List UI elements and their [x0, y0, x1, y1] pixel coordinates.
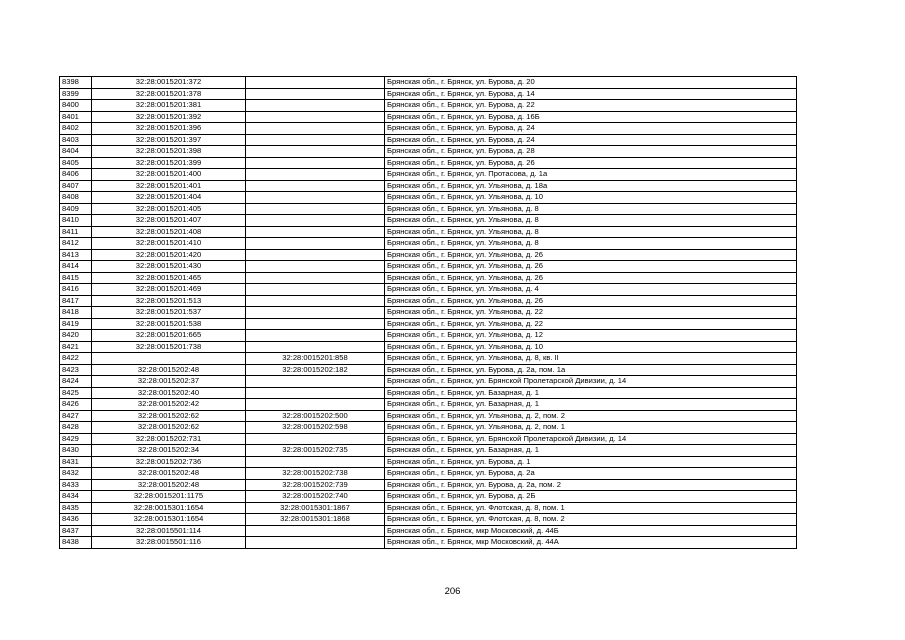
object-cadastral-number-cell [246, 77, 385, 89]
object-cadastral-number-cell [246, 88, 385, 100]
table-row [60, 169, 797, 181]
table-row [60, 479, 797, 491]
table-row [60, 364, 797, 376]
table-row [60, 77, 797, 89]
cadastral-number-cell: 32:28:0015202:736 [92, 456, 246, 468]
row-number-cell: 8398 [60, 77, 92, 89]
table-row [60, 203, 797, 215]
table-row [60, 445, 797, 457]
object-cadastral-number-cell: 32:28:0015301:1868 [246, 514, 385, 526]
object-cadastral-number-cell: 32:28:0015202:740 [246, 491, 385, 503]
table-row [60, 180, 797, 192]
table-row [60, 226, 797, 238]
cadastral-number-cell: 32:28:0015201:469 [92, 284, 246, 296]
address-cell: Брянская обл., г. Брянск, ул. Ульянова, д. 12 [385, 330, 797, 342]
address-cell: Брянская обл., г. Брянск, ул. Ульянова, д. 8 [385, 238, 797, 250]
cadastral-number-cell: 32:28:0015201:738 [92, 341, 246, 353]
cadastral-number-cell: 32:28:0015202:48 [92, 364, 246, 376]
cadastral-number-cell: 32:28:0015301:1654 [92, 514, 246, 526]
object-cadastral-number-cell: 32:28:0015202:500 [246, 410, 385, 422]
object-cadastral-number-cell [246, 272, 385, 284]
address-cell: Брянская обл., г. Брянск, ул. Бурова, д. 28 [385, 146, 797, 158]
cadastral-number-cell: 32:28:0015301:1654 [92, 502, 246, 514]
row-number-cell: 8430 [60, 445, 92, 457]
cadastral-number-cell: 32:28:0015201:392 [92, 111, 246, 123]
cadastral-number-cell: 32:28:0015201:404 [92, 192, 246, 204]
object-cadastral-number-cell [246, 307, 385, 319]
table-row [60, 353, 797, 365]
address-cell: Брянская обл., г. Брянск, ул. Флотская, д. 8, пом. 1 [385, 502, 797, 514]
table-row [60, 307, 797, 319]
address-cell: Брянская обл., г. Брянск, ул. Ульянова, д. 8 [385, 226, 797, 238]
table-row [60, 491, 797, 503]
row-number-cell: 8399 [60, 88, 92, 100]
row-number-cell: 8418 [60, 307, 92, 319]
table-row [60, 295, 797, 307]
cadastral-number-cell: 32:28:0015202:731 [92, 433, 246, 445]
cadastral-number-cell: 32:28:0015202:37 [92, 376, 246, 388]
row-number-cell: 8423 [60, 364, 92, 376]
cadastral-number-cell: 32:28:0015201:420 [92, 249, 246, 261]
cadastral-number-cell: 32:28:0015201:400 [92, 169, 246, 181]
table-row [60, 249, 797, 261]
row-number-cell: 8435 [60, 502, 92, 514]
cadastral-number-cell: 32:28:0015201:397 [92, 134, 246, 146]
cadastral-number-cell: 32:28:0015201:378 [92, 88, 246, 100]
address-cell: Брянская обл., г. Брянск, мкр Московский, д. 44А [385, 537, 797, 549]
table-row [60, 502, 797, 514]
address-cell: Брянская обл., г. Брянск, ул. Ульянова, д. 22 [385, 318, 797, 330]
address-cell: Брянская обл., г. Брянск, ул. Бурова, д. 2а [385, 468, 797, 480]
table-row [60, 456, 797, 468]
object-cadastral-number-cell [246, 387, 385, 399]
object-cadastral-number-cell: 32:28:0015202:598 [246, 422, 385, 434]
row-number-cell: 8400 [60, 100, 92, 112]
object-cadastral-number-cell [246, 215, 385, 227]
row-number-cell: 8413 [60, 249, 92, 261]
cadastral-number-cell: 32:28:0015201:381 [92, 100, 246, 112]
row-number-cell: 8405 [60, 157, 92, 169]
cadastral-number-cell: 32:28:0015201:665 [92, 330, 246, 342]
object-cadastral-number-cell [246, 376, 385, 388]
cadastral-number-cell: 32:28:0015501:116 [92, 537, 246, 549]
cadastral-number-cell: 32:28:0015201:401 [92, 180, 246, 192]
table-row [60, 284, 797, 296]
cadastral-number-cell: 32:28:0015201:410 [92, 238, 246, 250]
address-cell: Брянская обл., г. Брянск, ул. Ульянова, д. 26 [385, 261, 797, 273]
address-cell: Брянская обл., г. Брянск, ул. Флотская, д. 8, пом. 2 [385, 514, 797, 526]
address-cell: Брянская обл., г. Брянск, ул. Бурова, д. 22 [385, 100, 797, 112]
cadastral-number-cell: 32:28:0015201:513 [92, 295, 246, 307]
object-cadastral-number-cell [246, 330, 385, 342]
table-row [60, 192, 797, 204]
table-row [60, 157, 797, 169]
table-row [60, 88, 797, 100]
address-cell: Брянская обл., г. Брянск, ул. Бурова, д. 14 [385, 88, 797, 100]
address-cell: Брянская обл., г. Брянск, ул. Бурова, д. 16Б [385, 111, 797, 123]
address-cell: Брянская обл., г. Брянск, ул. Базарная, д. 1 [385, 445, 797, 457]
object-cadastral-number-cell [246, 226, 385, 238]
object-cadastral-number-cell [246, 399, 385, 411]
cadastral-number-cell: 32:28:0015202:42 [92, 399, 246, 411]
address-cell: Брянская обл., г. Брянск, ул. Ульянова, д. 18а [385, 180, 797, 192]
cadastral-number-cell: 32:28:0015201:1175 [92, 491, 246, 503]
table-row [60, 387, 797, 399]
object-cadastral-number-cell [246, 525, 385, 537]
address-cell: Брянская обл., г. Брянск, ул. Ульянова, д. 22 [385, 307, 797, 319]
object-cadastral-number-cell [246, 203, 385, 215]
object-cadastral-number-cell [246, 341, 385, 353]
row-number-cell: 8431 [60, 456, 92, 468]
cadastral-number-cell: 32:28:0015201:399 [92, 157, 246, 169]
object-cadastral-number-cell: 32:28:0015202:182 [246, 364, 385, 376]
cadastral-number-cell [92, 353, 246, 365]
table-row [60, 376, 797, 388]
table-row [60, 123, 797, 135]
row-number-cell: 8426 [60, 399, 92, 411]
address-cell: Брянская обл., г. Брянск, ул. Брянской Пролетарской Дивизии, д. 14 [385, 376, 797, 388]
table-row [60, 537, 797, 549]
page-number: 206 [444, 586, 461, 597]
cadastral-number-cell: 32:28:0015202:62 [92, 422, 246, 434]
cadastral-number-cell: 32:28:0015201:538 [92, 318, 246, 330]
row-number-cell: 8411 [60, 226, 92, 238]
address-cell: Брянская обл., г. Брянск, ул. Базарная, д. 1 [385, 387, 797, 399]
row-number-cell: 8437 [60, 525, 92, 537]
object-cadastral-number-cell [246, 169, 385, 181]
cadastral-number-cell: 32:28:0015201:372 [92, 77, 246, 89]
cadastral-number-cell: 32:28:0015202:48 [92, 479, 246, 491]
cadastral-number-cell: 32:28:0015201:537 [92, 307, 246, 319]
row-number-cell: 8417 [60, 295, 92, 307]
address-cell: Брянская обл., г. Брянск, ул. Ульянова, д. 4 [385, 284, 797, 296]
row-number-cell: 8422 [60, 353, 92, 365]
object-cadastral-number-cell [246, 146, 385, 158]
table-row [60, 399, 797, 411]
address-cell: Брянская обл., г. Брянск, ул. Ульянова, д. 2, пом. 1 [385, 422, 797, 434]
row-number-cell: 8438 [60, 537, 92, 549]
cadastral-number-cell: 32:28:0015201:430 [92, 261, 246, 273]
object-cadastral-number-cell [246, 261, 385, 273]
row-number-cell: 8432 [60, 468, 92, 480]
object-cadastral-number-cell: 32:28:0015202:738 [246, 468, 385, 480]
table-row [60, 215, 797, 227]
row-number-cell: 8420 [60, 330, 92, 342]
cadastral-number-cell: 32:28:0015501:114 [92, 525, 246, 537]
row-number-cell: 8412 [60, 238, 92, 250]
row-number-cell: 8403 [60, 134, 92, 146]
row-number-cell: 8408 [60, 192, 92, 204]
address-cell: Брянская обл., г. Брянск, ул. Ульянова, д. 8, кв. II [385, 353, 797, 365]
row-number-cell: 8433 [60, 479, 92, 491]
object-cadastral-number-cell [246, 180, 385, 192]
cadastral-number-cell: 32:28:0015202:34 [92, 445, 246, 457]
cadastral-number-cell: 32:28:0015202:40 [92, 387, 246, 399]
object-cadastral-number-cell [246, 295, 385, 307]
table-row [60, 100, 797, 112]
address-cell: Брянская обл., г. Брянск, ул. Бурова, д. 2а, пом. 1а [385, 364, 797, 376]
cadastral-number-cell: 32:28:0015201:408 [92, 226, 246, 238]
row-number-cell: 8425 [60, 387, 92, 399]
table-row [60, 111, 797, 123]
row-number-cell: 8419 [60, 318, 92, 330]
row-number-cell: 8406 [60, 169, 92, 181]
row-number-cell: 8414 [60, 261, 92, 273]
row-number-cell: 8416 [60, 284, 92, 296]
row-number-cell: 8429 [60, 433, 92, 445]
row-number-cell: 8401 [60, 111, 92, 123]
object-cadastral-number-cell [246, 134, 385, 146]
object-cadastral-number-cell [246, 537, 385, 549]
object-cadastral-number-cell [246, 123, 385, 135]
object-cadastral-number-cell [246, 238, 385, 250]
row-number-cell: 8404 [60, 146, 92, 158]
object-cadastral-number-cell [246, 111, 385, 123]
table-row [60, 433, 797, 445]
object-cadastral-number-cell [246, 192, 385, 204]
address-cell: Брянская обл., г. Брянск, ул. Ульянова, д. 26 [385, 295, 797, 307]
table-row [60, 410, 797, 422]
row-number-cell: 8410 [60, 215, 92, 227]
table-row [60, 330, 797, 342]
object-cadastral-number-cell [246, 284, 385, 296]
object-cadastral-number-cell [246, 456, 385, 468]
row-number-cell: 8407 [60, 180, 92, 192]
object-cadastral-number-cell [246, 100, 385, 112]
row-number-cell: 8424 [60, 376, 92, 388]
address-cell: Брянская обл., г. Брянск, мкр Московский, д. 44Б [385, 525, 797, 537]
cadastral-number-cell: 32:28:0015202:48 [92, 468, 246, 480]
row-number-cell: 8421 [60, 341, 92, 353]
table-row [60, 261, 797, 273]
address-cell: Брянская обл., г. Брянск, ул. Брянской Пролетарской Дивизии, д. 14 [385, 433, 797, 445]
object-cadastral-number-cell [246, 157, 385, 169]
table-row [60, 318, 797, 330]
cadastral-number-cell: 32:28:0015201:405 [92, 203, 246, 215]
address-cell: Брянская обл., г. Брянск, ул. Бурова, д. 26 [385, 157, 797, 169]
table-row [60, 422, 797, 434]
cadastral-number-cell: 32:28:0015201:407 [92, 215, 246, 227]
address-cell: Брянская обл., г. Брянск, ул. Базарная, д. 1 [385, 399, 797, 411]
object-cadastral-number-cell: 32:28:0015202:735 [246, 445, 385, 457]
table-row [60, 525, 797, 537]
cadastral-number-cell: 32:28:0015201:398 [92, 146, 246, 158]
address-cell: Брянская обл., г. Брянск, ул. Ульянова, д. 8 [385, 215, 797, 227]
object-cadastral-number-cell: 32:28:0015201:858 [246, 353, 385, 365]
address-cell: Брянская обл., г. Брянск, ул. Бурова, д. 24 [385, 134, 797, 146]
address-cell: Брянская обл., г. Брянск, ул. Ульянова, д. 26 [385, 249, 797, 261]
address-cell: Брянская обл., г. Брянск, ул. Протасова, д. 1а [385, 169, 797, 181]
registry-table [59, 76, 797, 549]
object-cadastral-number-cell [246, 318, 385, 330]
object-cadastral-number-cell [246, 433, 385, 445]
row-number-cell: 8415 [60, 272, 92, 284]
address-cell: Брянская обл., г. Брянск, ул. Ульянова, д. 8 [385, 203, 797, 215]
object-cadastral-number-cell: 32:28:0015202:739 [246, 479, 385, 491]
address-cell: Брянская обл., г. Брянск, ул. Ульянова, д. 10 [385, 192, 797, 204]
address-cell: Брянская обл., г. Брянск, ул. Бурова, д. 1 [385, 456, 797, 468]
cadastral-number-cell: 32:28:0015201:396 [92, 123, 246, 135]
table-row [60, 341, 797, 353]
table-row [60, 514, 797, 526]
row-number-cell: 8428 [60, 422, 92, 434]
address-cell: Брянская обл., г. Брянск, ул. Ульянова, д. 26 [385, 272, 797, 284]
row-number-cell: 8436 [60, 514, 92, 526]
row-number-cell: 8402 [60, 123, 92, 135]
address-cell: Брянская обл., г. Брянск, ул. Ульянова, д. 2, пом. 2 [385, 410, 797, 422]
cadastral-number-cell: 32:28:0015201:465 [92, 272, 246, 284]
cadastral-number-cell: 32:28:0015202:62 [92, 410, 246, 422]
address-cell: Брянская обл., г. Брянск, ул. Бурова, д. 20 [385, 77, 797, 89]
address-cell: Брянская обл., г. Брянск, ул. Бурова, д. 2Б [385, 491, 797, 503]
table-row [60, 238, 797, 250]
address-cell: Брянская обл., г. Брянск, ул. Бурова, д. 24 [385, 123, 797, 135]
table-row [60, 146, 797, 158]
address-cell: Брянская обл., г. Брянск, ул. Бурова, д. 2а, пом. 2 [385, 479, 797, 491]
row-number-cell: 8427 [60, 410, 92, 422]
row-number-cell: 8409 [60, 203, 92, 215]
row-number-cell: 8434 [60, 491, 92, 503]
table-row [60, 134, 797, 146]
object-cadastral-number-cell [246, 249, 385, 261]
object-cadastral-number-cell: 32:28:0015301:1867 [246, 502, 385, 514]
table-row [60, 272, 797, 284]
table-row [60, 468, 797, 480]
address-cell: Брянская обл., г. Брянск, ул. Ульянова, д. 10 [385, 341, 797, 353]
registry-table-body [60, 77, 797, 549]
